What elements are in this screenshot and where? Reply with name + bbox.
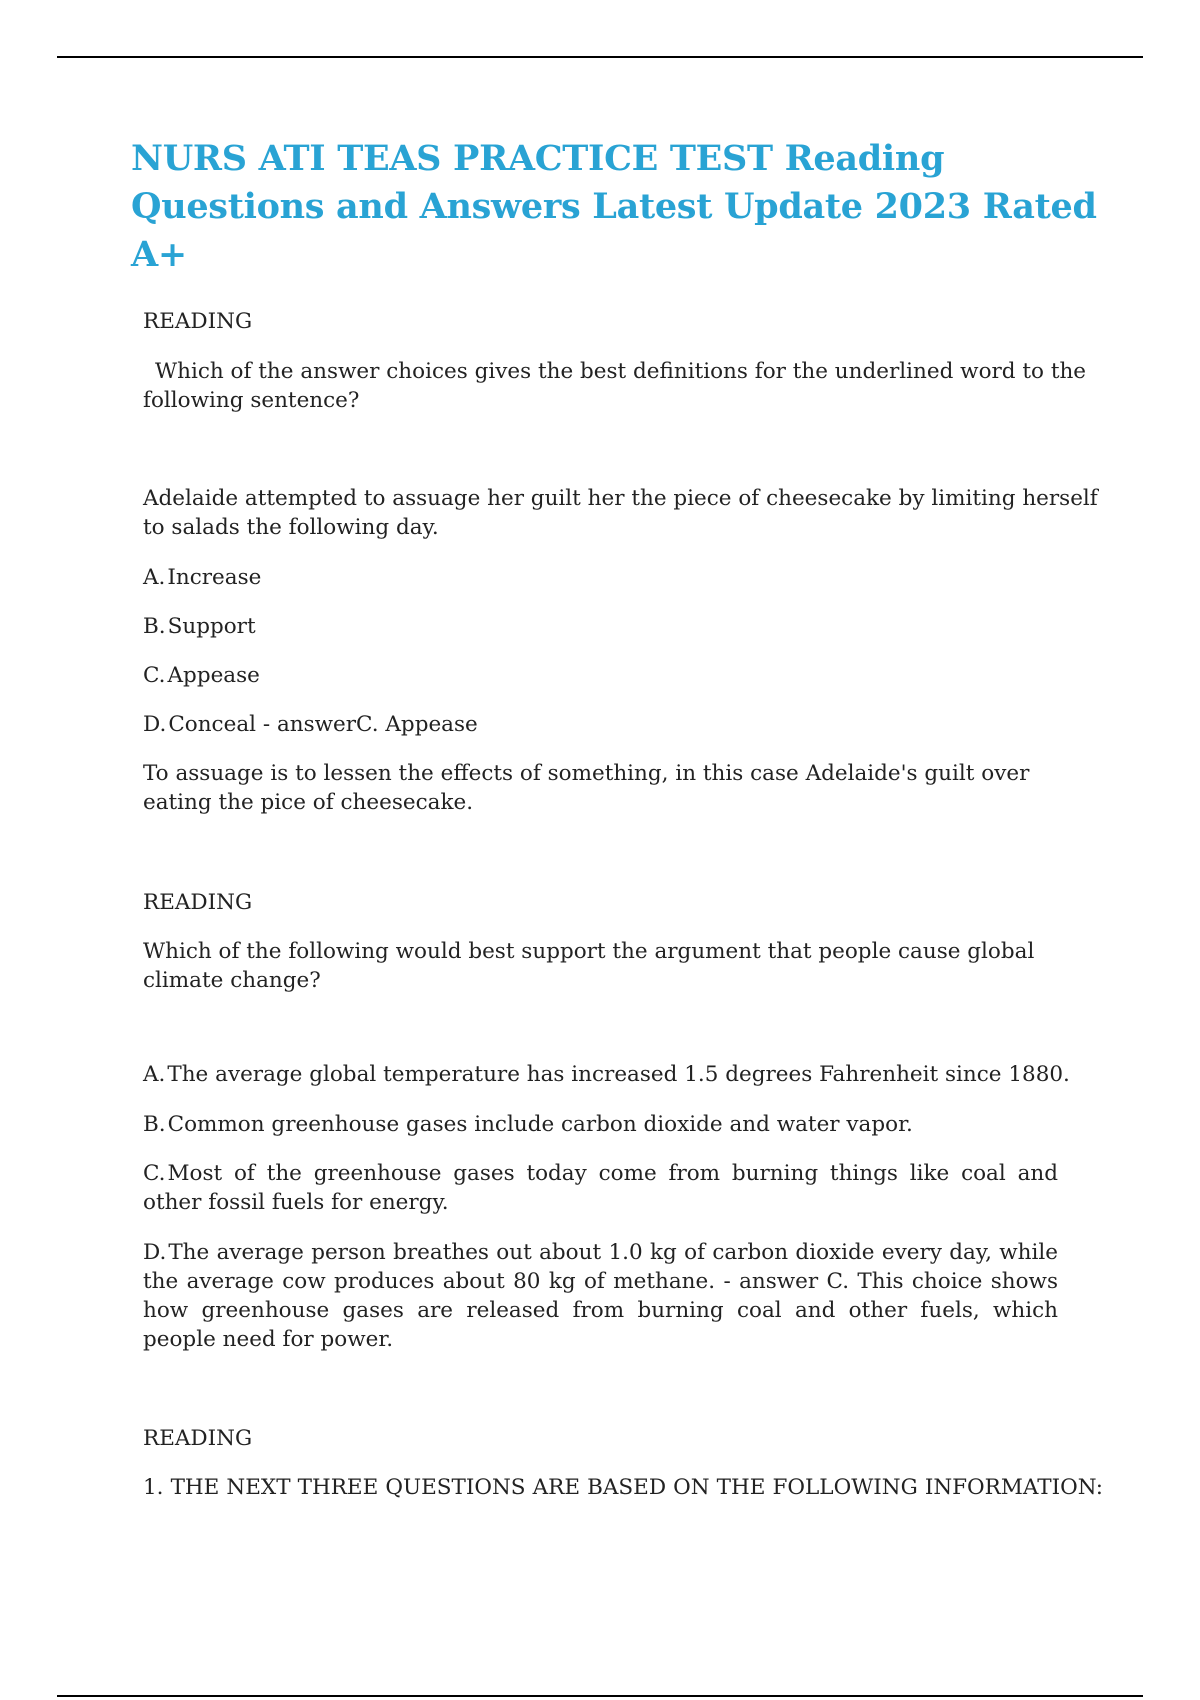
section-heading-1: READING: [143, 309, 253, 334]
question-1-option-d: [143, 710, 478, 739]
question-3-intro-line: [143, 1473, 1103, 1502]
option-letter: D.: [143, 1240, 167, 1265]
top-rule: [57, 56, 1143, 58]
option-text: Increase: [167, 565, 262, 590]
question-1-sentence: Adelaide attempted to assuage her guilt her the piece of cheesecake by limiting herself to salads the following day.: [143, 486, 1098, 540]
option-letter: B.: [143, 614, 166, 639]
option-text: The average global temperature has increased 1.5 degrees Fahrenheit since 1880.: [167, 1062, 1070, 1087]
question-1-option-b: [143, 612, 256, 641]
section-heading-3: READING: [143, 1426, 253, 1451]
question-1-prompt: Which of the answer choices gives the best definitions for the underlined word to the following sentence?: [143, 359, 1087, 413]
bottom-rule: [57, 1695, 1143, 1697]
question-2-option-c: [143, 1159, 1058, 1217]
option-text: Common greenhouse gases include carbon dioxide and water vapor.: [167, 1112, 913, 1137]
option-text: The average person breathes out about 1.0 kg of carbon dioxide every day, while the average cow produces about 80 kg of methane. - answer C. This choice shows how greenhouse gases are released from burning coal and other fuels, which people need for power.: [143, 1240, 1058, 1352]
option-text: Appease: [167, 663, 260, 688]
option-letter: C.: [143, 663, 166, 688]
option-letter: C.: [143, 1161, 166, 1186]
option-letter: A.: [143, 1062, 166, 1087]
document-title: NURS ATI TEAS PRACTICE TEST Reading Questions and Answers Latest Update 2023 Rated A+: [131, 138, 1097, 275]
option-text: Support: [167, 614, 256, 639]
question-1-option-c: [143, 661, 260, 690]
question-3-number: 1.: [143, 1475, 164, 1500]
question-2-prompt: Which of the following would best support the argument that people cause global climate change?: [143, 939, 1035, 993]
question-1-option-a: [143, 563, 261, 592]
option-letter: A.: [143, 565, 166, 590]
section-heading-2: READING: [143, 890, 253, 915]
question-2-option-a: [143, 1060, 1123, 1089]
question-2-option-b: [143, 1110, 1103, 1139]
question-3-intro: THE NEXT THREE QUESTIONS ARE BASED ON THE FOLLOWING INFORMATION:: [170, 1475, 1103, 1500]
question-2-option-d: [143, 1238, 1058, 1354]
question-1-explanation: To assuage is to lessen the effects of something, in this case Adelaide's guilt over eating the pice of cheesecake.: [143, 761, 1030, 815]
option-letter: B.: [143, 1112, 166, 1137]
option-letter: D.: [143, 712, 167, 737]
option-text: Conceal - answerC. Appease: [168, 712, 478, 737]
option-text: Most of the greenhouse gases today come from burning things like coal and other fossil fuels for energy.: [143, 1161, 1058, 1215]
